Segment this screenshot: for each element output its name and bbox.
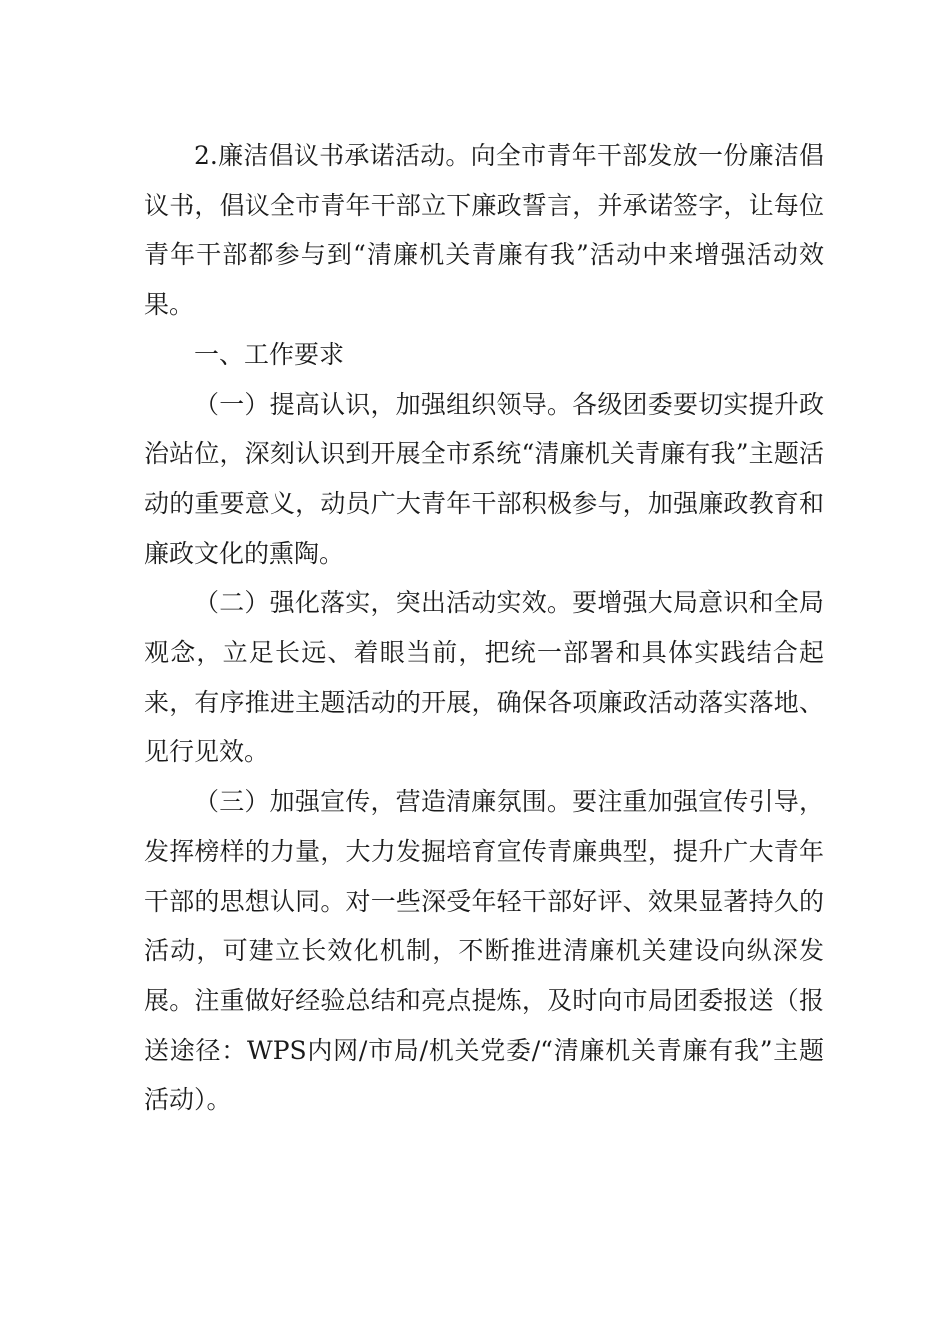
section-heading-work-requirements: 一、工作要求 <box>194 339 345 369</box>
paragraph-requirement-1: （一）提高认识，加强组织领导。各级团委要切实提升政治站位，深刻认识到开展全市系统“清廉机关青廉有我”主题活动的重要意义，动员广大青年干部积极参与，加强廉政教育和廉政文化的熏陶。 <box>144 389 824 568</box>
paragraph-commitment-activity: 2.廉洁倡议书承诺活动。向全市青年干部发放一份廉洁倡议书，倡议全市青年干部立下廉政誓言，并承诺签字，让每位青年干部都参与到“清廉机关青廉有我”活动中来增强活动效果。 <box>144 141 824 320</box>
document-body <box>144 131 824 1125</box>
paragraph-requirement-2: （二）强化落实，突出活动实效。要增强大局意识和全局观念，立足长远、着眼当前，把统一部署和具体实践结合起来，有序推进主题活动的开展，确保各项廉政活动落实落地、见行见效。 <box>144 588 824 767</box>
paragraph-requirement-3: （三）加强宣传，营造清廉氛围。要注重加强宣传引导，发挥榜样的力量，大力发掘培育宣传青廉典型，提升广大青年干部的思想认同。对一些深受年轻干部好评、效果显著持久的活动，可建立长效化机制，不断推进清廉机关建设向纵深发展。注重做好经验总结和亮点提炼，及时向市局团委报送（报送途径：WPS内网/市局/机关党委/“清廉机关青廉有我”主题活动）。 <box>144 787 824 1115</box>
